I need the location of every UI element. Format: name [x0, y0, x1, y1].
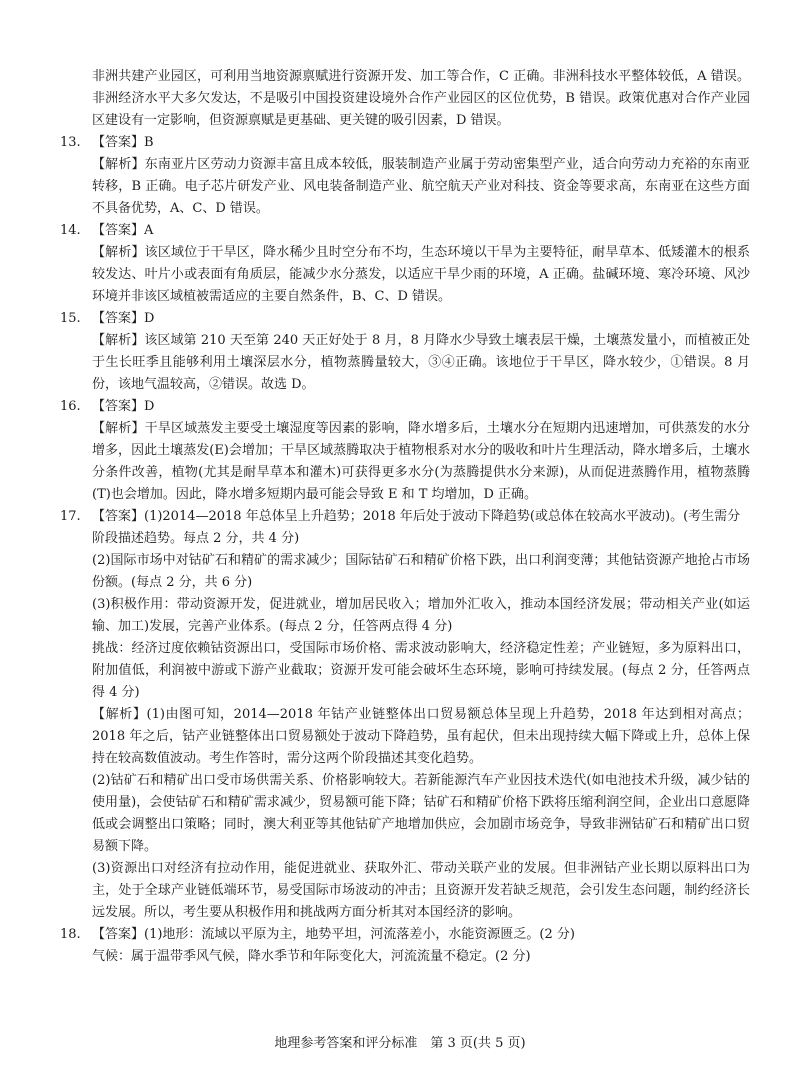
question-17-analysis-3: (3)资源出口对经济有拉动作用，能促进就业、获取外汇、带动关联产业的发展。但非洲钴产业长期以原料出口为主，处于全球产业链低端环节，易受国际市场波动的冲击；且资源开发若缺乏规范，会引发生态问题，制约经济长远发展。所以，考生要从积极作用和挑战两方面分析其对本国经济的影响。: [92, 861, 750, 920]
question-16-number: 16.: [60, 399, 81, 414]
question-17-challenge: 挑战：经济过度依赖钴资源出口，受国际市场价格、需求波动影响大，经济稳定性差；产业链短，多为原料出口，附加值低，利润被中游或下游产业截取；资源开发可能会破坏生态环境，影响可持续发展。(每点 2 分，任答两点得 4 分): [92, 641, 750, 700]
page-footer: 地理参考答案和评分标准 第 3 页(共 5 页): [274, 1036, 526, 1051]
question-14-analysis: 【解析】该区域位于干旱区，降水稀少且时空分布不均，生态环境以干旱为主要特征，耐旱草本、低矮灌木的根系较发达、叶片小或表面有角质层，能减少水分蒸发，以适应干旱少雨的环境，A 正确。盐碱环境、寒冷环境、风沙环境并非该区域植被需适应的主要自然条件，B、C、D 错误。: [92, 245, 750, 304]
intro-paragraph: 非洲共建产业园区，可利用当地资源禀赋进行资源开发、加工等合作，C 正确。非洲科技水平整体较低，A 错误。非洲经济水平大多欠发达，不是吸引中国投资建设境外合作产业园区的区位优势，B 错误。政策优惠对合作产业园区建设有一定影响，但资源禀赋是更基础、更关键的吸引因素，D 错误。: [92, 69, 750, 128]
question-18-answer: 18. 【答案】(1)地形：流域以平原为主，地势平坦，河流落差小，水能资源匮乏。(2 分): [60, 924, 750, 946]
question-15-number: 15.: [60, 311, 81, 326]
question-16-analysis: 【解析】干旱区域蒸发主要受土壤湿度等因素的影响，降水增多后，土壤水分在短期内迅速增加，可供蒸发的水分增多，因此土壤蒸发(E)会增加；干旱区域蒸腾取决于植物根系对水分的吸收和叶片生理活动，降水增多后，土壤水分条件改善，植物(尤其是耐旱草本和灌木)可获得更多水分(为蒸腾提供水分来源)，从而促进蒸腾作用，植物蒸腾(T)也会增加。因此，降水增多短期内最可能会导致 E 和 T 均增加，D 正确。: [92, 421, 750, 502]
question-18: [60, 924, 750, 968]
question-17-answer: 17. 【答案】(1)2014—2018 年总体呈上升趋势；2018 年后处于波动下降趋势(或总体在较高水平波动)。(考生需分阶段描述趋势。每点 2 分，共 4 分): [60, 506, 750, 550]
answer-page: [60, 66, 750, 968]
question-13: [60, 132, 750, 220]
question-13-analysis: 【解析】东南亚片区劳动力资源丰富且成本较低，服装制造产业属于劳动密集型产业，适合向劳动力充裕的东南亚转移，B 正确。电子芯片研发产业、风电装备制造产业、航空航天产业对科技、资金等要求高，东南亚在这些方面不具备优势，A、C、D 错误。: [92, 157, 750, 216]
question-17-analysis-1: 【解析】(1)由图可知，2014—2018 年钴产业链整体出口贸易额总体呈现上升趋势，2018 年达到相对高点；2018 年之后，钴产业链整体出口贸易额处于波动下降趋势，虽有起伏，但未出现持续大幅下降或上升，总体上保持在较高数值波动。考生作答时，需分这两个阶段描述其变化趋势。: [92, 707, 750, 766]
question-13-number: 13.: [60, 135, 81, 150]
question-14-answer: 14. 【答案】A: [60, 220, 750, 242]
question-18-number: 18.: [60, 927, 81, 942]
question-17: [60, 506, 750, 924]
question-17-part-2: (2)国际市场中对钴矿石和精矿的需求减少；国际钴矿石和精矿价格下跌，出口利润变薄；其他钴资源产地抢占市场份额。(每点 2 分，共 6 分): [92, 553, 750, 590]
question-17-part-3: (3)积极作用：带动资源开发，促进就业，增加居民收入；增加外汇收入，推动本国经济发展；带动相关产业(如运输、加工)发展，完善产业体系。(每点 2 分，任答两点得 4 分): [92, 597, 750, 634]
question-16: [60, 396, 750, 506]
question-15-analysis: 【解析】该区域第 210 天至第 240 天正好处于 8 月，8 月降水少导致土壤表层干燥，土壤蒸发量小，而植被正处于生长旺季且能够利用土壤深层水分，植物蒸腾量较大，③④正确。该地位于干旱区，降水较少，①错误。8 月份，该地气温较高，②错误。故选 D。: [92, 333, 750, 392]
question-15-answer: 15. 【答案】D: [60, 308, 750, 330]
question-18-climate: 气候：属于温带季风气候，降水季节和年际变化大，河流流量不稳定。(2 分): [92, 949, 531, 964]
question-16-answer: 16. 【答案】D: [60, 396, 750, 418]
question-15: [60, 308, 750, 396]
question-17-analysis-2: (2)钴矿石和精矿出口受市场供需关系、价格影响较大。若新能源汽车产业因技术迭代(如电池技术升级，减少钴的使用量)，会使钴矿石和精矿需求减少，贸易额可能下降；钴矿石和精矿价格下跌将压缩利润空间，企业出口意愿降低或会调整出口策略；同时，澳大利亚等其他钴矿产地增加供应，会加剧市场竞争，导致非洲钴矿石和精矿出口贸易额下降。: [92, 773, 750, 854]
question-14-number: 14.: [60, 223, 81, 238]
question-13-answer: 13. 【答案】B: [60, 132, 750, 154]
question-14: [60, 220, 750, 308]
question-17-number: 17.: [60, 509, 81, 524]
